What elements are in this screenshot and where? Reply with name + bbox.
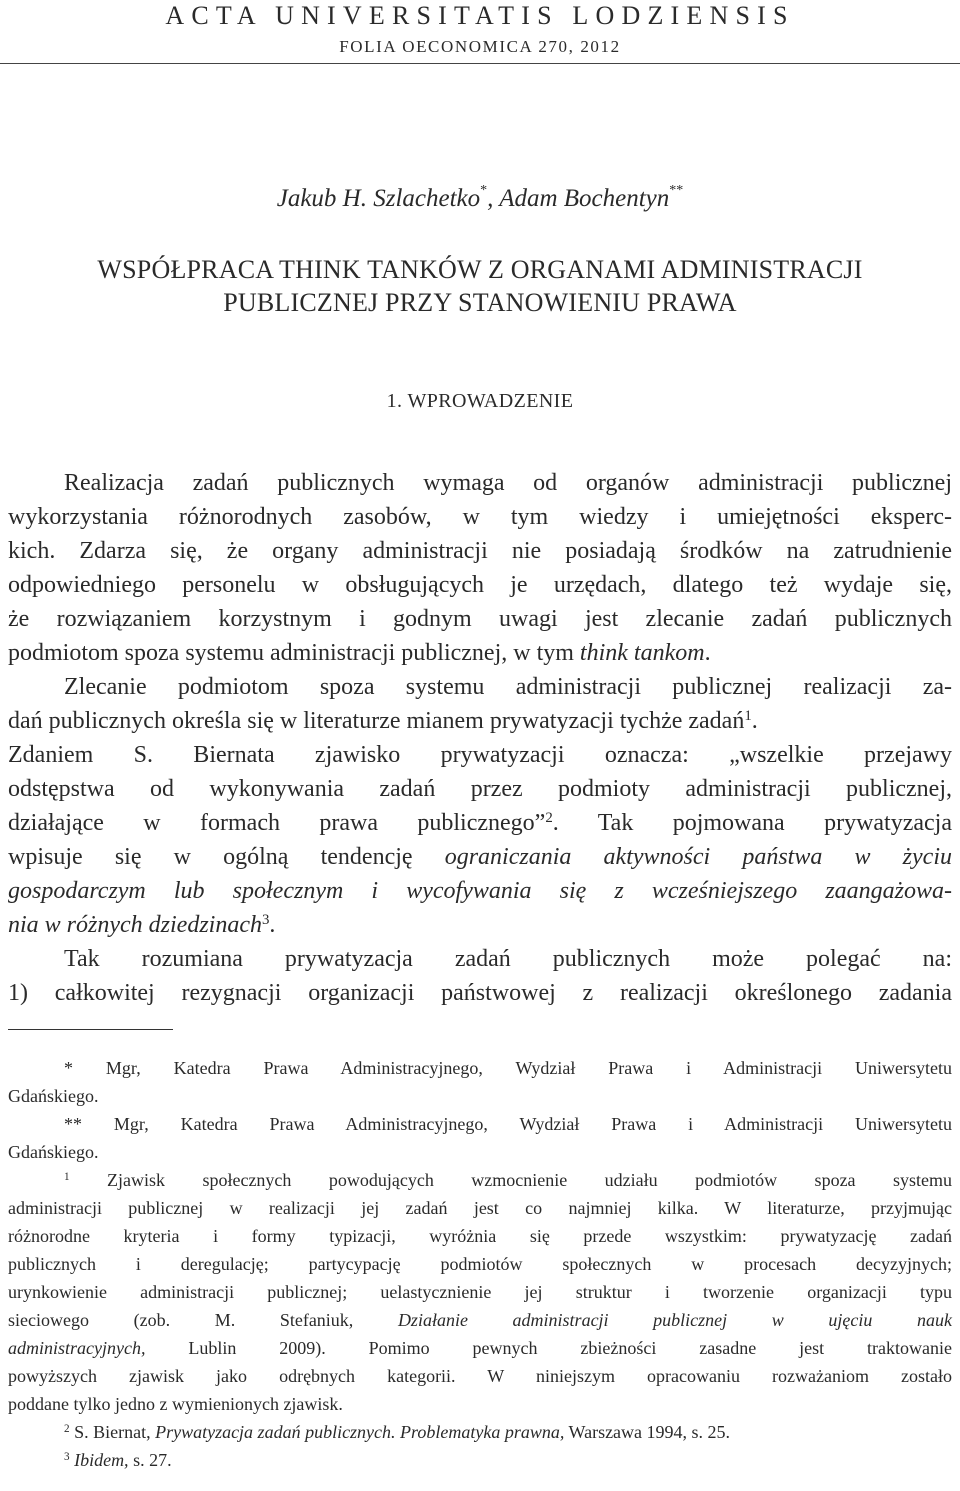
body-text-run: działające w formach prawa publicznego”: [8, 810, 546, 836]
author-1-mark: *: [480, 183, 488, 198]
body-text-run: podmiotom spoza systemu administracji publicznej, w tym: [8, 640, 580, 666]
body-italic-run: think tankom: [579, 640, 705, 666]
body-line: [8, 806, 952, 840]
footnote-line: powyższych zjawisk jako odrębnych kategorii. W niniejszym opracowaniu rozważaniom zostało: [8, 1366, 952, 1386]
body-text-run: .: [269, 912, 276, 938]
footnotes: [8, 1054, 952, 1474]
body-line: [8, 636, 952, 670]
footnote-italic-run: Prywatyzacja zadań publicznych. Problematyka prawna,: [155, 1422, 565, 1442]
body-line: że rozwiązaniem korzystnym i godnym uwagi jest zlecanie zadań publicznych: [8, 606, 952, 632]
footnote-line: ** Mgr, Katedra Prawa Administracyjnego, Wydział Prawa i Administracji Uniwersytetu: [64, 1114, 952, 1134]
title-line-1: WSPÓŁPRACA THINK TANKÓW Z ORGANAMI ADMINISTRACJI: [97, 255, 863, 284]
footnote-italic-run: Działanie administracji publicznej w ujęciu nauk: [397, 1310, 952, 1330]
footnote-line: urynkowienie administracji publicznej; uelastycznienie jej struktur i tworzenie organizacji typu: [8, 1282, 952, 1302]
footnote-ref: 2: [545, 809, 553, 826]
body-line: [8, 840, 952, 874]
body-line: odpowiedniego personelu w obsługujących je urzędach, dlatego też wydaje się,: [8, 572, 952, 598]
section-heading: 1. WPROWADZENIE: [386, 390, 574, 412]
journal-name: ACTA UNIVERSITATIS LODZIENSIS: [165, 1, 795, 30]
footnote-line: publicznych i deregulację; partycypację podmiotów społecznych w procesach decyzyjnych;: [8, 1254, 952, 1274]
footnote-line: [8, 1166, 952, 1194]
body-italic-run: nia w różnych dziedzinach: [8, 912, 262, 938]
footnote-text-run: Zjawisk społecznych powodujących wzmocnienie udziału podmiotów spoza systemu: [69, 1170, 952, 1190]
footnote-number: 2: [64, 1422, 70, 1435]
author-1: Jakub H. Szlachetko: [276, 185, 481, 212]
footnote-text-run: S. Biernat,: [69, 1422, 156, 1442]
body-line: wykorzystania różnorodnych zasobów, w tym wiedzy i umiejętności eksperc-: [8, 504, 952, 530]
body-line: 1) całkowitej rezygnacji organizacji państwowej z realizacji określonego zadania: [8, 980, 952, 1006]
footnote-rule: [8, 1029, 173, 1030]
journal-folio: FOLIA OECONOMICA 270, 2012: [339, 37, 621, 56]
author-2-mark: **: [669, 183, 684, 198]
footnote-text-run: Lublin 2009). Pomimo pewnych zbieżności zasadne jest traktowanie: [145, 1338, 952, 1358]
body-line: [8, 704, 952, 738]
body-line: Zlecanie podmiotom spoza systemu administracji publicznej realizacji za-: [64, 674, 952, 700]
header-rule: [0, 63, 960, 64]
body-text-run: wpisuje się w ogólną tendencję: [8, 844, 445, 870]
footnote-line: [8, 1418, 952, 1446]
body-italic-run: ograniczania aktywności państwa w życiu: [444, 844, 952, 870]
footnote-text-run: s. 27.: [128, 1450, 172, 1470]
footnote-line: [8, 1306, 952, 1334]
body-line: [8, 908, 952, 942]
body-text: [8, 466, 952, 1010]
body-line: kich. Zdarza się, że organy administracji nie posiadają środków na zatrudnienie: [8, 538, 952, 564]
footnote-italic-run: administracyjnych,: [8, 1338, 146, 1358]
footnote-italic-run: Ibidem,: [69, 1450, 129, 1470]
title-line-2: PUBLICZNEJ PRZY STANOWIENIU PRAWA: [223, 288, 737, 317]
body-text-run: . Tak pojmowana prywatyzacja: [552, 810, 952, 836]
body-text-run: dań publicznych określa się w literaturze mianem prywatyzacji tychże zadań: [8, 708, 745, 734]
body-line: Zdaniem S. Biernata zjawisko prywatyzacji oznacza: „wszelkie przejawy: [8, 742, 952, 768]
footnote-line: * Mgr, Katedra Prawa Administracyjnego, Wydział Prawa i Administracji Uniwersytetu: [64, 1058, 952, 1078]
body-text-run: .: [704, 640, 711, 666]
body-line: [8, 874, 952, 908]
body-line: Realizacja zadań publicznych wymaga od organów administracji publicznej: [64, 470, 952, 496]
body-line: Tak rozumiana prywatyzacja zadań publicznych może polegać na:: [64, 946, 952, 972]
footnote-number: 3: [64, 1450, 70, 1463]
footnote-ref: 3: [261, 911, 270, 928]
article-title: [0, 253, 960, 319]
footnote-line: poddane tylko jedno z wymienionych zjawisk.: [8, 1394, 343, 1414]
author-2: Adam Bochentyn: [499, 185, 670, 212]
author-separator: ,: [487, 185, 500, 212]
footnote-line: [8, 1446, 952, 1474]
footnote-line: różnorodne kryteria i formy typizacji, wyróżnia się przede wszystkim: prywatyzację zadań: [8, 1226, 952, 1246]
footnote-ref: 1: [744, 707, 752, 724]
footnote-line: [8, 1334, 952, 1362]
footnote-text-run: Warszawa 1994, s. 25.: [564, 1422, 731, 1442]
footnote-line: Gdańskiego.: [8, 1086, 99, 1106]
footnote-line: administracji publicznej w realizacji jej zadań jest co najmniej kilka. W literaturze, przyjmując: [8, 1198, 952, 1218]
footnote-text-run: sieciowego (zob. M. Stefaniuk,: [8, 1310, 398, 1330]
footnote-line: Gdańskiego.: [8, 1142, 99, 1162]
authors: [0, 182, 960, 216]
body-text-run: .: [751, 708, 758, 734]
body-line: odstępstwa od wykonywania zadań przez podmioty administracji publicznej,: [8, 776, 952, 802]
footnote-number: 1: [64, 1170, 70, 1183]
body-italic-run: gospodarczym lub społecznym i wycofywania się z wcześniejszego zaangażowa-: [8, 878, 952, 904]
